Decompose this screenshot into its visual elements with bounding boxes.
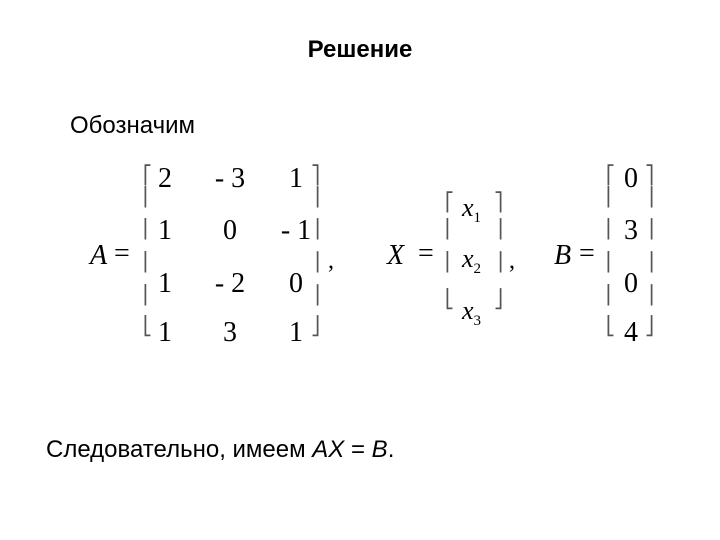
bracket-glyph: ⎤ bbox=[645, 165, 654, 186]
bracket-glyph: ⎥ bbox=[494, 252, 503, 273]
matrix-a-comma: , bbox=[328, 248, 334, 274]
matrix-x-label: X bbox=[387, 240, 405, 271]
matrix-b-cell: 4 bbox=[624, 317, 638, 348]
matrix-a-cell: 1 bbox=[158, 215, 172, 246]
matrix-a-cell: 1 bbox=[158, 317, 172, 348]
matrix-x-comma: , bbox=[509, 248, 515, 274]
matrix-a-cell: - 3 bbox=[214, 163, 246, 194]
subscript: 3 bbox=[473, 313, 482, 330]
bracket-glyph: ⎡ bbox=[445, 192, 454, 213]
matrix-a-cell: 2 bbox=[158, 163, 172, 194]
subscript: 2 bbox=[473, 261, 482, 278]
matrix-a-cell: - 2 bbox=[214, 268, 246, 299]
matrix-a-label: A bbox=[90, 240, 108, 271]
bracket-glyph: ⎢ bbox=[143, 252, 152, 273]
bracket-glyph: ⎢ bbox=[606, 285, 615, 306]
bracket-glyph: ⎢ bbox=[606, 252, 615, 273]
bracket-glyph: ⎥ bbox=[494, 219, 503, 240]
variable: x bbox=[462, 193, 474, 222]
bracket-glyph: ⎡ bbox=[606, 165, 615, 186]
matrix-b-cell: 3 bbox=[624, 215, 638, 246]
matrix-b-cell: 0 bbox=[624, 268, 638, 299]
matrix-x-entry bbox=[462, 244, 481, 278]
matrix-x-entry bbox=[462, 193, 481, 227]
matrix-a-cell: - 1 bbox=[280, 215, 312, 246]
matrix-b-label: B bbox=[554, 240, 572, 271]
bracket-glyph: ⎥ bbox=[645, 285, 654, 306]
variable: x bbox=[462, 244, 474, 273]
matrix-a-cell: 1 bbox=[289, 163, 303, 194]
bracket-glyph: ⎥ bbox=[645, 187, 654, 208]
bracket-glyph: ⎣ bbox=[143, 316, 152, 337]
bracket-glyph: ⎢ bbox=[606, 219, 615, 240]
bracket-glyph: ⎢ bbox=[143, 187, 152, 208]
bracket-glyph: ⎡ bbox=[143, 165, 152, 186]
conclusion-end: . bbox=[387, 436, 395, 463]
bracket-glyph: ⎥ bbox=[645, 252, 654, 273]
bracket-glyph: ⎢ bbox=[606, 187, 615, 208]
bracket-glyph: ⎣ bbox=[445, 289, 454, 310]
conclusion-text bbox=[46, 436, 394, 464]
bracket-glyph: ⎣ bbox=[606, 316, 615, 337]
bracket-glyph: ⎥ bbox=[645, 219, 654, 240]
bracket-glyph: ⎢ bbox=[445, 219, 454, 240]
conclusion-eq: = bbox=[344, 436, 372, 463]
bracket-glyph: ⎥ bbox=[311, 219, 320, 240]
bracket-glyph: ⎦ bbox=[645, 316, 654, 337]
conclusion-prefix: Следовательно, имеем bbox=[46, 436, 313, 463]
matrix-a-cell: 3 bbox=[223, 317, 237, 348]
intro-text: Обозначим bbox=[70, 112, 195, 139]
bracket-glyph: ⎦ bbox=[494, 289, 503, 310]
subscript: 1 bbox=[473, 210, 482, 227]
bracket-glyph: ⎢ bbox=[143, 285, 152, 306]
slide-title: Решение bbox=[307, 36, 413, 63]
conclusion-rhs: B bbox=[371, 436, 388, 463]
matrix-x-equals: = bbox=[418, 238, 434, 269]
matrix-a-cell: 1 bbox=[158, 268, 172, 299]
matrix-b-cell: 0 bbox=[624, 163, 638, 194]
bracket-glyph: ⎥ bbox=[311, 187, 320, 208]
matrix-a-equals: = bbox=[114, 238, 130, 269]
bracket-glyph: ⎢ bbox=[445, 252, 454, 273]
conclusion-lhs: AX bbox=[312, 436, 345, 463]
matrix-a-cell: 0 bbox=[289, 268, 303, 299]
variable: x bbox=[462, 296, 474, 325]
bracket-glyph: ⎤ bbox=[494, 192, 503, 213]
matrix-b-equals: = bbox=[579, 238, 595, 269]
matrix-x-entry bbox=[462, 296, 481, 330]
bracket-glyph: ⎥ bbox=[311, 285, 320, 306]
matrix-a-cell: 0 bbox=[223, 215, 237, 246]
bracket-glyph: ⎢ bbox=[143, 219, 152, 240]
bracket-glyph: ⎦ bbox=[311, 316, 320, 337]
bracket-glyph: ⎤ bbox=[311, 165, 320, 186]
matrix-a-cell: 1 bbox=[289, 317, 303, 348]
bracket-glyph: ⎥ bbox=[311, 252, 320, 273]
